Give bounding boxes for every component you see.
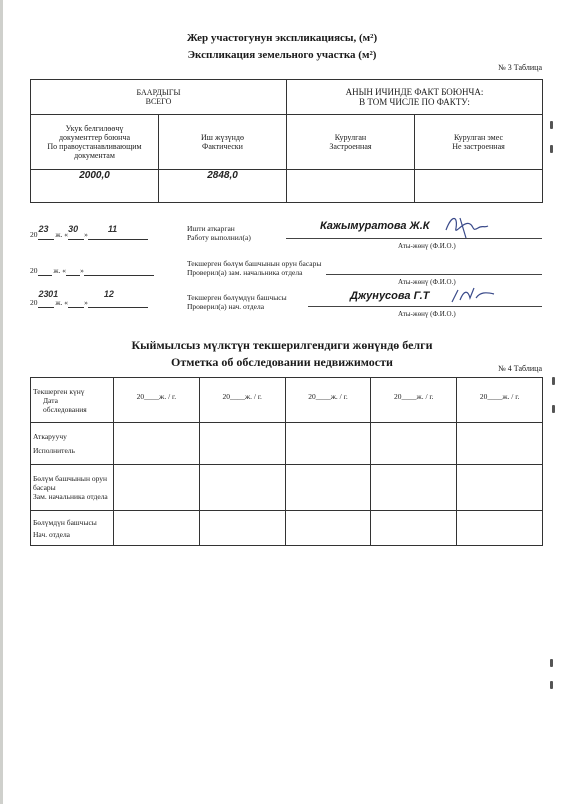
month-field-1 <box>88 224 148 240</box>
survey-title-russian: Отметка об обследовании недвижимости <box>171 355 393 369</box>
row-cell <box>199 423 285 465</box>
day-value-3: 01 <box>48 289 59 299</box>
year-value-3: 23 <box>38 289 49 299</box>
col-docs-header <box>31 115 159 170</box>
row-cell <box>371 423 457 465</box>
land-explication-table <box>30 79 543 203</box>
day-field-3 <box>48 289 84 308</box>
month-value-3: 12 <box>103 289 114 299</box>
quote-close-1: » <box>84 230 88 239</box>
performer-sign-line <box>286 238 542 239</box>
year-field-2 <box>38 266 52 276</box>
table-row <box>31 465 543 511</box>
value-docs <box>31 170 159 203</box>
row-cell <box>285 465 371 511</box>
row-cell <box>114 423 200 465</box>
deputy-label <box>187 259 321 277</box>
col-built-header-ky: Курулган <box>334 133 367 142</box>
performer-signature-icon <box>440 210 490 242</box>
date-cell: 20____ж. / г. <box>371 378 457 423</box>
table3-number: № 3 Таблица <box>498 63 542 72</box>
table-row <box>31 511 543 546</box>
performer-label-ru: Работу выполнил(а) <box>187 233 251 242</box>
date-cell: 20____ж. / г. <box>457 378 543 423</box>
deputy-sign-line <box>326 274 542 275</box>
day-field-1 <box>68 224 84 240</box>
row-label-ru: Нач. отдела <box>33 529 71 539</box>
year-value-1: 23 <box>38 224 49 234</box>
day-field-2 <box>66 266 80 276</box>
value-docs-text: 2000,0 <box>79 170 110 181</box>
date-header-ru: Дата обследования <box>43 395 87 414</box>
fact-header <box>287 80 543 115</box>
day-value-1: 30 <box>68 224 79 234</box>
table4-number: № 4 Таблица <box>498 364 542 373</box>
row-cell <box>371 511 457 546</box>
fio-label-1: Аты-жөнү (Ф.И.О.) <box>398 242 456 250</box>
value-unbuilt <box>415 170 543 203</box>
total-header-ky: БААРДЫГЫ <box>136 88 181 97</box>
row-cell <box>114 465 200 511</box>
col-built-header-ru: Застроенная <box>329 142 372 151</box>
head-label-ru: Проверил(а) нач. отдела <box>187 302 265 311</box>
year-suffix-2: ж. « <box>53 266 67 275</box>
century-3: 20 <box>30 298 38 307</box>
head-label <box>187 293 287 311</box>
scan-mark <box>552 377 555 385</box>
survey-title-kyrgyz: Кыймылсыз мүлктүн текшерилгендиги жөнүндө белги <box>131 338 433 352</box>
deputy-label-ru: Проверил(а) зам. начальника отдела <box>187 268 303 277</box>
row-cell <box>285 511 371 546</box>
row-label-ru: Исполнитель <box>33 446 75 455</box>
head-name: Джунусова Г.Т <box>350 290 430 302</box>
head-label-ky: Текшерген бөлүмдүн башчысы <box>187 293 287 302</box>
row-cell <box>371 465 457 511</box>
fact-header-ky: АНЫН ИЧИНДЕ ФАКТ БОЮНЧА: <box>345 87 484 97</box>
month-field-3 <box>88 289 148 308</box>
total-header <box>31 80 287 115</box>
col-fact-header <box>159 115 287 170</box>
row-cell <box>199 465 285 511</box>
performer-label <box>187 224 251 242</box>
year-field-1 <box>38 224 54 240</box>
fact-header-ru: В ТОМ ЧИСЛЕ ПО ФАКТУ: <box>359 97 470 107</box>
col-unbuilt-header-ru: Не застроенная <box>452 142 505 151</box>
date-cell: 20____ж. / г. <box>199 378 285 423</box>
row-label-ky: Аткаруучу <box>33 432 67 441</box>
table-row <box>31 423 543 465</box>
col-docs-header-ru: По правоустанавливающим документам <box>47 142 142 160</box>
row-label-ky: Бөлүмдүн башчысы <box>33 517 97 527</box>
date-cell: 20____ж. / г. <box>285 378 371 423</box>
quote-close-3: » <box>84 298 88 307</box>
value-built <box>287 170 415 203</box>
scan-mark <box>550 681 553 689</box>
head-signature-icon <box>448 284 498 306</box>
century-1: 20 <box>30 230 38 239</box>
col-fact-header-ru: Фактически <box>202 142 243 151</box>
year-suffix-1: ж. « <box>55 230 69 239</box>
date-cell: 20____ж. / г. <box>114 378 200 423</box>
row-label <box>31 511 114 546</box>
row-label <box>31 465 114 511</box>
year-suffix-3: ж. « <box>55 298 69 307</box>
performer-name: Кажымуратова Ж.К <box>320 220 430 232</box>
page-edge <box>0 0 3 804</box>
date-row-1 <box>30 224 148 240</box>
date-header-ky: Текшерген күнү <box>33 386 85 396</box>
col-built-header <box>287 115 415 170</box>
fio-label-2: Аты-жөнү (Ф.И.О.) <box>398 278 456 286</box>
row-cell <box>199 511 285 546</box>
performer-label-ky: Ишти аткарган <box>187 224 235 233</box>
survey-table <box>30 377 543 546</box>
scan-mark <box>550 121 553 129</box>
row-cell <box>285 423 371 465</box>
table3-title-kyrgyz: Жер участогунун экспликациясы, (м²) <box>186 32 378 44</box>
scan-mark <box>550 659 553 667</box>
quote-close-2: » <box>80 266 84 275</box>
value-fact <box>159 170 287 203</box>
value-fact-text: 2848,0 <box>207 170 238 181</box>
date-row-3 <box>30 289 148 308</box>
col-fact-header-ky: Иш жүзүндө <box>201 133 244 142</box>
col-docs-header-ky: Укук белгилөөчү документтер боюнча <box>58 124 131 142</box>
table3-title-russian: Экспликация земельного участка (м²) <box>187 49 377 61</box>
date-header-cell <box>31 378 114 423</box>
row-cell <box>114 511 200 546</box>
month-value-1: 11 <box>107 224 118 234</box>
month-field-2 <box>84 266 154 276</box>
total-header-ru: ВСЕГО <box>145 97 172 106</box>
date-row-2 <box>30 266 154 276</box>
row-label-ky: Бөлүм башчынын орун басары <box>33 474 108 492</box>
scan-mark <box>552 405 555 413</box>
scan-mark <box>550 145 553 153</box>
col-unbuilt-header <box>415 115 543 170</box>
row-label-ru: Зам. начальника отдела <box>33 492 108 501</box>
deputy-label-ky: Текшерген бөлүм башчынын орун басары <box>187 259 322 268</box>
row-cell <box>457 511 543 546</box>
row-cell <box>457 423 543 465</box>
century-2: 20 <box>30 266 38 275</box>
col-unbuilt-header-ky: Курулган эмес <box>453 133 504 142</box>
head-sign-line <box>308 306 542 307</box>
row-label <box>31 423 114 465</box>
fio-label-3: Аты-жөнү (Ф.И.О.) <box>398 310 456 318</box>
row-cell <box>457 465 543 511</box>
